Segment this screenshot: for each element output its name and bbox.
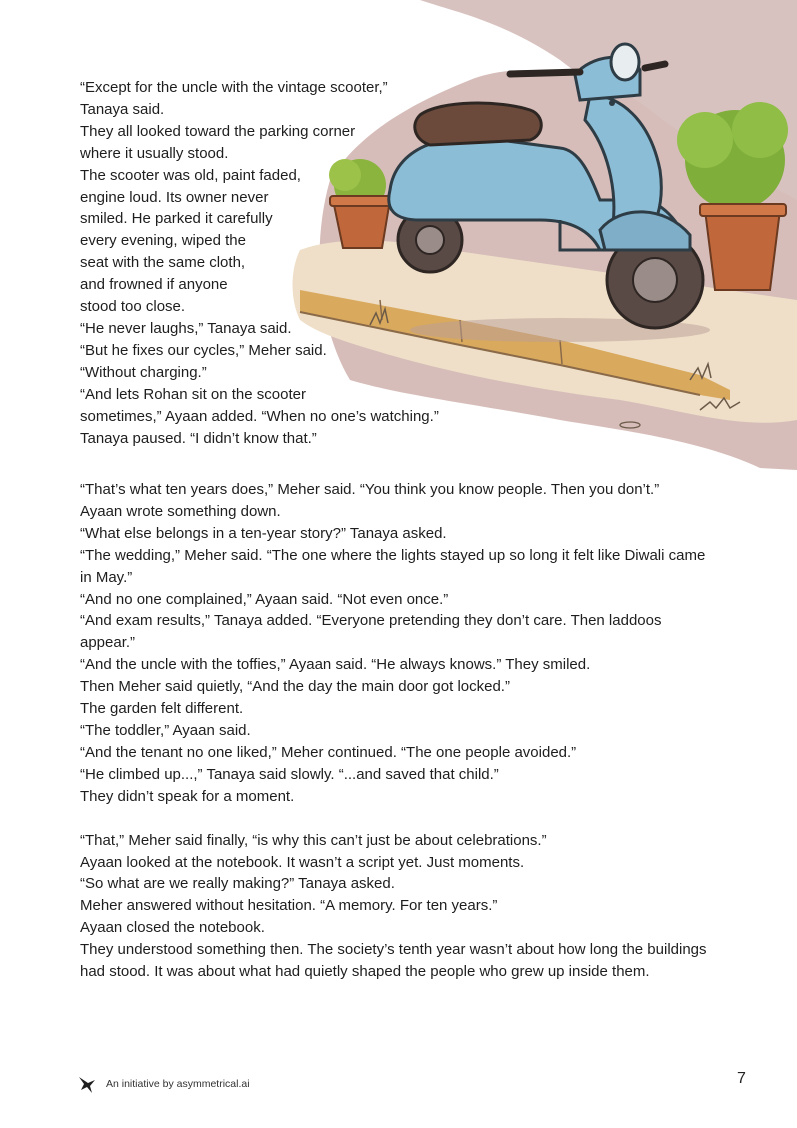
text-line: “But he fixes our cycles,” Meher said. (80, 341, 327, 359)
text-line: “That’s what ten years does,” Meher said. “You think you know people. Then you don’t.” (80, 481, 660, 498)
text-line: They all looked toward the parking corner (80, 122, 356, 140)
footer (78, 1074, 250, 1094)
text-line: Ayaan looked at the notebook. It wasn’t a script yet. Just moments. (80, 853, 525, 871)
text-line: The garden felt different. (80, 700, 244, 718)
text-line: stood too close. (80, 298, 186, 316)
text-line: “What else belongs in a ten-year story?” Tanaya asked. (80, 524, 447, 542)
page-number: 7 (737, 1070, 746, 1087)
text-line: sometimes,” Ayaan added. “When no one’s watching.” (80, 407, 439, 425)
text-line: “That,” Meher said finally, “is why this can’t just be about celebrations.” (80, 831, 547, 849)
text-line: “The toddler,” Ayaan said. (80, 721, 251, 739)
text-line: They didn’t speak for a moment. (80, 787, 295, 805)
text-line: “So what are we really making?” Tanaya asked. (80, 875, 395, 893)
text-line: where it usually stood. (80, 144, 229, 162)
text-line: The scooter was old, paint faded, (80, 166, 301, 184)
right-plant-pot (705, 210, 780, 290)
bird-logo-icon (78, 1074, 98, 1094)
text-line: “The wedding,” Meher said. “The one where the lights stayed up so long it felt like Diwali came in May.” (80, 546, 706, 586)
text-line: seat with the same cloth, (80, 254, 246, 272)
text-line: Tanaya paused. “I didn’t know that.” (80, 429, 317, 447)
text-line: every evening, wiped the (80, 232, 246, 250)
footer-text: An initiative by asymmetrical.ai (106, 1078, 250, 1090)
text-line: “He climbed up...,” Tanaya said slowly. “...and saved that child.” (80, 765, 499, 783)
text-line: smiled. He parked it carefully (80, 210, 273, 228)
text-line: “And lets Rohan sit on the scooter (80, 385, 306, 403)
text-line: “He never laughs,” Tanaya said. (80, 319, 292, 337)
text-line: “And the uncle with the toffies,” Ayaan said. “He always knows.” They smiled. (80, 656, 591, 674)
top-text-block (80, 77, 439, 449)
text-line: “Except for the uncle with the vintage scooter,” (80, 79, 388, 96)
text-line: Meher answered without hesitation. “A memory. For ten years.” (80, 897, 498, 915)
text-line: “Without charging.” (80, 363, 207, 381)
text-line: engine loud. Its owner never (80, 188, 269, 206)
text-line: They understood something then. The society’s tenth year wasn’t about how long the buildings had stood. It was about what had quietly shaped the people who grew up inside them. (80, 941, 707, 981)
text-line: Then Meher said quietly, “And the day the main door got locked.” (80, 678, 510, 696)
text-line: Tanaya said. (80, 100, 165, 118)
main-text-block (80, 479, 720, 983)
text-line: “And exam results,” Tanaya added. “Everyone pretending they don’t care. Then laddoos appear.” (80, 612, 662, 652)
text-line: Ayaan wrote something down. (80, 502, 281, 520)
text-line: and frowned if anyone (80, 276, 228, 294)
text-line: Ayaan closed the notebook. (80, 919, 265, 937)
text-line: “And the tenant no one liked,” Meher continued. “The one people avoided.” (80, 743, 577, 761)
text-line: “And no one complained,” Ayaan said. “Not even once.” (80, 590, 449, 608)
paragraph-gap (80, 808, 720, 830)
